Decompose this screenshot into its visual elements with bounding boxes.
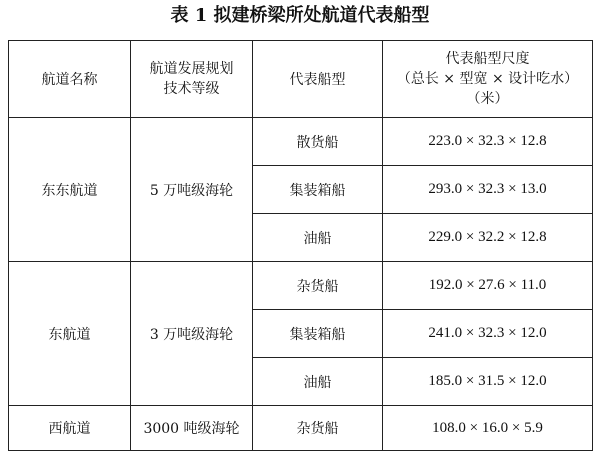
- ship-type-table: [8, 40, 593, 451]
- dimensions-cell: 185.0 × 31.5 × 12.0: [383, 358, 593, 406]
- grade-cell: 3000 吨级海轮: [131, 406, 253, 451]
- dimensions-cell: 192.0 × 27.6 × 11.0: [383, 262, 593, 310]
- channel-name-cell: 西航道: [9, 406, 131, 451]
- ship-type-cell: 杂货船: [253, 406, 383, 451]
- dimensions-cell: 241.0 × 32.3 × 12.0: [383, 310, 593, 358]
- ship-type-cell: 油船: [253, 358, 383, 406]
- ship-type-cell: 杂货船: [253, 262, 383, 310]
- dimensions-cell: 223.0 × 32.3 × 12.8: [383, 118, 593, 166]
- table-row: [9, 406, 593, 451]
- header-dimensions-line1: 代表船型尺度: [445, 51, 530, 67]
- header-grade-line1: 航道发展规划: [149, 61, 234, 77]
- header-grade: [131, 41, 253, 118]
- header-dimensions: [383, 41, 593, 118]
- table-row: [9, 262, 593, 310]
- grade-cell: 5 万吨级海轮: [131, 118, 253, 262]
- table-row: [9, 118, 593, 166]
- dimensions-cell: 108.0 × 16.0 × 5.9: [383, 406, 593, 451]
- channel-name-cell: 东航道: [9, 262, 131, 406]
- ship-type-cell: 集装箱船: [253, 310, 383, 358]
- header-ship-type: 代表船型: [253, 41, 383, 118]
- dimensions-cell: 293.0 × 32.3 × 13.0: [383, 166, 593, 214]
- dimensions-cell: 229.0 × 32.2 × 12.8: [383, 214, 593, 262]
- header-dimensions-line3: （米）: [466, 91, 509, 107]
- table-title: 表 1 拟建桥梁所处航道代表船型: [170, 5, 430, 26]
- ship-type-cell: 集装箱船: [253, 166, 383, 214]
- header-grade-line2: 技术等级: [163, 81, 220, 97]
- ship-type-cell: 油船: [253, 214, 383, 262]
- header-row: [9, 41, 593, 118]
- header-channel-name: 航道名称: [9, 41, 131, 118]
- header-dimensions-line2: （总长 × 型宽 × 设计吃水）: [396, 71, 579, 87]
- channel-name-cell: 东东航道: [9, 118, 131, 262]
- grade-cell: 3 万吨级海轮: [131, 262, 253, 406]
- ship-type-cell: 散货船: [253, 118, 383, 166]
